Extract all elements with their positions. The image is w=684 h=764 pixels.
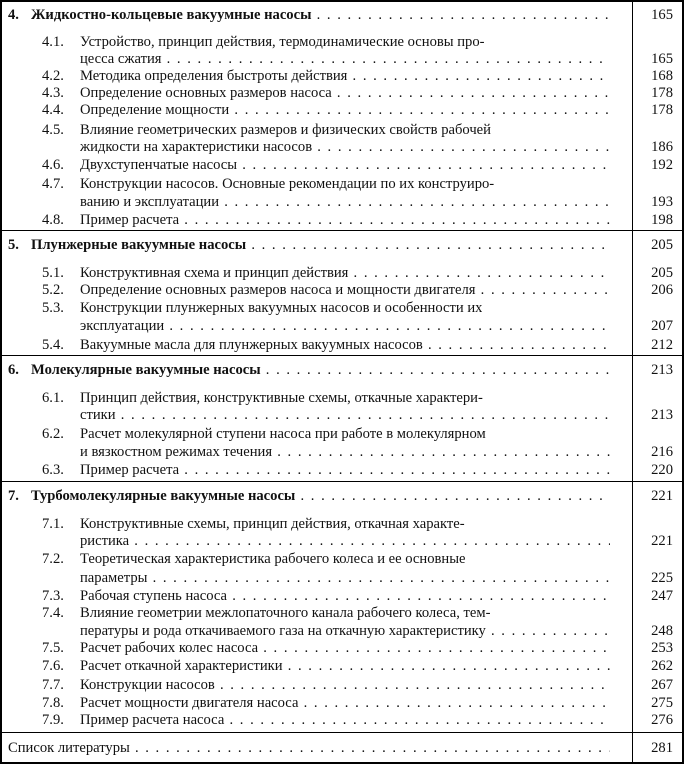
page-number: 267 <box>651 677 673 693</box>
section-entry-line <box>0 175 684 193</box>
section-title: параметры . . . <box>80 569 610 587</box>
section-entry-line <box>0 101 684 119</box>
chapter-entry <box>0 6 684 24</box>
section-number: 6.1. <box>42 390 64 406</box>
section-entry-line <box>0 676 684 694</box>
section-title: Пример расчета насоса . . . <box>80 711 610 729</box>
section-title: Методика определения быстроты действия . . . <box>80 67 610 85</box>
chapter-number: 6. <box>8 362 19 378</box>
section-entry-line <box>0 711 684 729</box>
section-number: 4.5. <box>42 122 64 138</box>
page-number: 193 <box>651 194 673 210</box>
section-number: 7.7. <box>42 677 64 693</box>
section-entry-line <box>0 281 684 299</box>
section-entry-line <box>0 299 684 317</box>
page-number: 178 <box>651 102 673 118</box>
section-number: 6.2. <box>42 426 64 442</box>
section-number: 5.4. <box>42 337 64 353</box>
section-title: цесса сжатия . . . <box>80 50 610 68</box>
section-entry-line <box>0 639 684 657</box>
page-number: 221 <box>651 488 673 504</box>
page-number: 275 <box>651 695 673 711</box>
section-number: 7.6. <box>42 658 64 674</box>
section-number: 5.3. <box>42 300 64 316</box>
section-number: 7.9. <box>42 712 64 728</box>
section-entry-line <box>0 622 684 640</box>
section-title: ванию и эксплуатации . . . <box>80 193 610 211</box>
references-title: Список литературы . . . <box>8 739 610 757</box>
page-number: 216 <box>651 444 673 460</box>
section-title: Принцип действия, конструктивные схемы, откачные характери- <box>80 390 483 406</box>
page-number: 281 <box>651 740 673 756</box>
section-title: Рабочая ступень насоса . . . <box>80 587 610 605</box>
chapter-number: 4. <box>8 7 19 23</box>
section-entry-line <box>0 264 684 282</box>
section-number: 5.2. <box>42 282 64 298</box>
section-title: и вязкостном режимах течения . . . <box>80 443 610 461</box>
page-number: 186 <box>651 139 673 155</box>
section-number: 7.8. <box>42 695 64 711</box>
chapter-title: Плунжерные вакуумные насосы . . . <box>31 236 610 254</box>
section-entry-line <box>0 84 684 102</box>
page-number: 178 <box>651 85 673 101</box>
page-number: 205 <box>651 237 673 253</box>
section-title: Расчет рабочих колес насоса . . . <box>80 639 610 657</box>
section-title: Влияние геометрических размеров и физических свойств рабочей <box>80 122 491 138</box>
chapter-title: Молекулярные вакуумные насосы . . . <box>31 361 610 379</box>
section-title: Определение основных размеров насоса и мощности двигателя . . . <box>80 281 610 299</box>
page-number: 192 <box>651 157 673 173</box>
chapter-number: 5. <box>8 237 19 253</box>
section-title: пературы и рода откачиваемого газа на откачную характеристику . . . <box>80 622 610 640</box>
page-number: 253 <box>651 640 673 656</box>
section-number: 4.2. <box>42 68 64 84</box>
section-number: 4.6. <box>42 157 64 173</box>
section-entry-line <box>0 67 684 85</box>
page-number: 221 <box>651 533 673 549</box>
page-number: 198 <box>651 212 673 228</box>
page-number: 213 <box>651 407 673 423</box>
page-number: 247 <box>651 588 673 604</box>
section-entry-line <box>0 317 684 335</box>
section-number: 6.3. <box>42 462 64 478</box>
section-entry-line <box>0 193 684 211</box>
page-number: 206 <box>651 282 673 298</box>
page-number: 248 <box>651 623 673 639</box>
page-number: 205 <box>651 265 673 281</box>
section-title: Конструктивная схема и принцип действия . . . <box>80 264 610 282</box>
section-entry-line <box>0 121 684 139</box>
chapter-separator <box>0 230 684 231</box>
section-title: Конструктивные схемы, принцип действия, откачная характе- <box>80 516 465 532</box>
section-title: Определение основных размеров насоса . . . <box>80 84 610 102</box>
section-title: эксплуатации . . . <box>80 317 610 335</box>
section-number: 7.2. <box>42 551 64 567</box>
section-number: 5.1. <box>42 265 64 281</box>
section-title: Определение мощности . . . <box>80 101 610 119</box>
section-entry-line <box>0 425 684 443</box>
section-entry-line <box>0 33 684 51</box>
section-number: 7.5. <box>42 640 64 656</box>
section-entry-line <box>0 694 684 712</box>
page-number: 225 <box>651 570 673 586</box>
section-entry-line <box>0 443 684 461</box>
section-entry-line <box>0 138 684 156</box>
section-title: Конструкции плунжерных вакуумных насосов и особенности их <box>80 300 483 316</box>
section-title: Конструкции насосов . . . <box>80 676 610 694</box>
page-number: 165 <box>651 7 673 23</box>
page-number: 220 <box>651 462 673 478</box>
section-number: 7.1. <box>42 516 64 532</box>
section-title: Конструкции насосов. Основные рекомендации по их конструиро- <box>80 176 495 192</box>
page-number: 165 <box>651 51 673 67</box>
section-title: Расчет мощности двигателя насоса . . . <box>80 694 610 712</box>
section-title: ристика . . . <box>80 532 610 550</box>
references-separator <box>0 732 684 733</box>
section-title: Пример расчета . . . <box>80 211 610 229</box>
page-number: 276 <box>651 712 673 728</box>
section-number: 4.7. <box>42 176 64 192</box>
section-title: Расчет откачной характеристики . . . <box>80 657 610 675</box>
chapter-entry <box>0 236 684 254</box>
section-entry-line <box>0 406 684 424</box>
section-entry-line <box>0 569 684 587</box>
page-number: 207 <box>651 318 673 334</box>
section-entry-line <box>0 532 684 550</box>
section-title: Вакуумные масла для плунжерных вакуумных насосов . . . <box>80 336 610 354</box>
section-title: Теоретическая характеристика рабочего колеса и ее основные <box>80 551 466 567</box>
section-title: Устройство, принцип действия, термодинамические основы про- <box>80 34 485 50</box>
page-number: 212 <box>651 337 673 353</box>
chapter-separator <box>0 481 684 482</box>
section-entry-line <box>0 211 684 229</box>
section-entry-line <box>0 389 684 407</box>
section-number: 4.3. <box>42 85 64 101</box>
section-number: 4.4. <box>42 102 64 118</box>
section-entry-line <box>0 515 684 533</box>
section-entry-line <box>0 156 684 174</box>
page-number: 213 <box>651 362 673 378</box>
section-entry-line <box>0 657 684 675</box>
chapter-separator <box>0 355 684 356</box>
section-title: жидкости на характеристики насосов . . . <box>80 138 610 156</box>
section-number: 7.4. <box>42 605 64 621</box>
section-entry-line <box>0 604 684 622</box>
section-entry-line <box>0 587 684 605</box>
section-title: стики . . . <box>80 406 610 424</box>
section-entry-line <box>0 550 684 568</box>
section-title: Расчет молекулярной ступени насоса при работе в молекулярном <box>80 426 486 442</box>
section-number: 4.1. <box>42 34 64 50</box>
section-title: Пример расчета . . . <box>80 461 610 479</box>
references-entry <box>0 739 684 757</box>
chapter-entry <box>0 361 684 379</box>
chapter-title: Жидкостно-кольцевые вакуумные насосы . . . <box>31 6 610 24</box>
page-number: 262 <box>651 658 673 674</box>
page-number: 168 <box>651 68 673 84</box>
chapter-entry <box>0 487 684 505</box>
section-number: 4.8. <box>42 212 64 228</box>
section-title: Влияние геометрии межлопаточного канала рабочего колеса, тем- <box>80 605 491 621</box>
section-entry-line <box>0 336 684 354</box>
section-title: Двухступенчатые насосы . . . <box>80 156 610 174</box>
chapter-title: Турбомолекулярные вакуумные насосы . . . <box>31 487 610 505</box>
section-entry-line <box>0 50 684 68</box>
section-number: 7.3. <box>42 588 64 604</box>
chapter-number: 7. <box>8 488 19 504</box>
section-entry-line <box>0 461 684 479</box>
